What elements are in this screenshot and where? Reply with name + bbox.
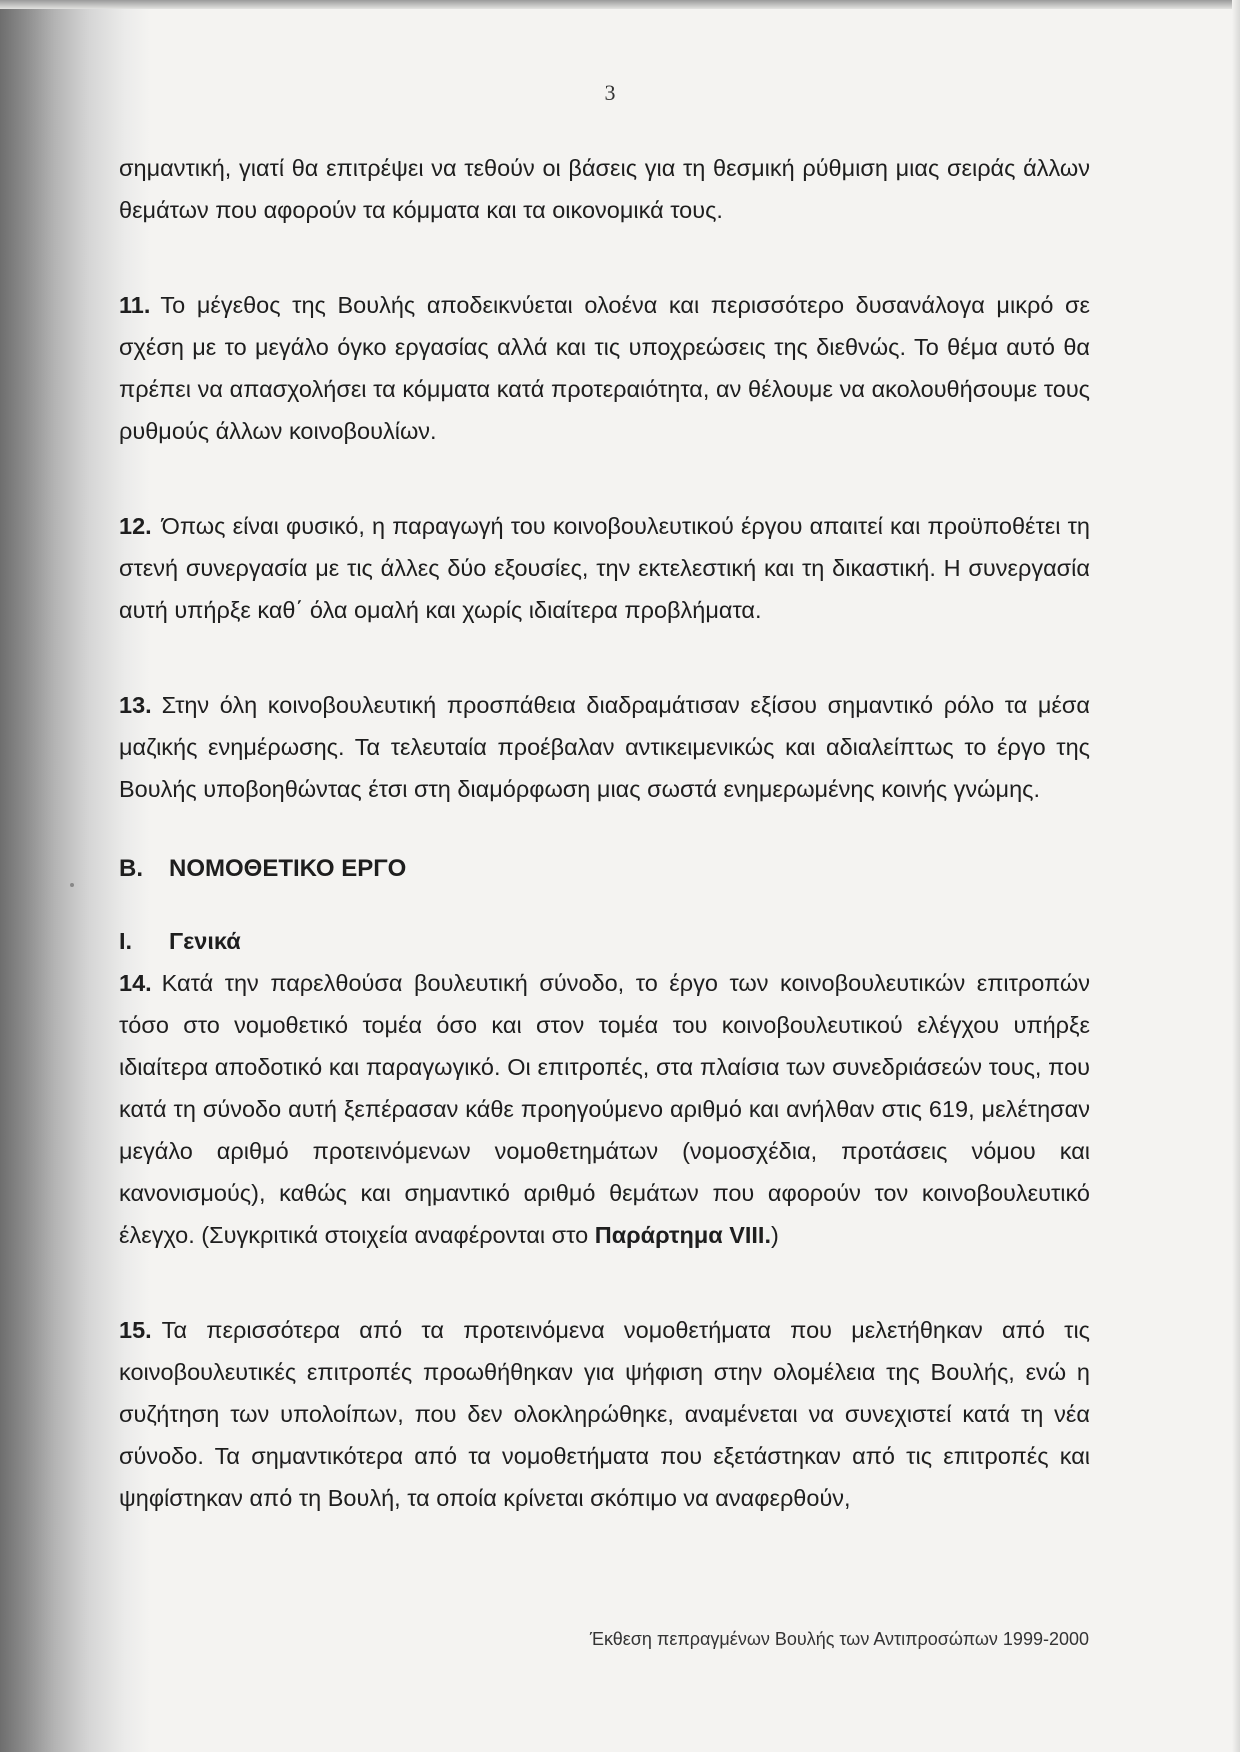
paragraph-14 bbox=[119, 962, 1090, 1256]
subsection-heading bbox=[119, 920, 1090, 962]
subsection-title: Γενικά bbox=[169, 928, 241, 954]
scan-speck bbox=[70, 883, 74, 887]
paragraph-text: Το μέγεθος της Βουλής αποδεικνύεται ολοένα και περισσότερο δυσανάλογα μικρό σε σχέση με το μεγάλο όγκο εργασίας αλλά και τις υποχρεώσεις της διεθνώς. Το θέμα αυτό θα πρέπει να απασχολήσει τα κόμματα κατά προτεραιότητα, αν θέλουμε να ακολουθήσουμε τους ρυθμούς άλλων κοινοβουλίων. bbox=[119, 292, 1090, 444]
appendix-reference: Παράρτημα VIII. bbox=[594, 1222, 771, 1248]
paragraph-text: σημαντική, γιατί θα επιτρέψει να τεθούν οι βάσεις για τη θεσμική ρύθμιση μιας σειράς άλλων θεμάτων που αφορούν τα κόμματα και τα οικονομικά τους. bbox=[119, 155, 1090, 223]
page-number: 3 bbox=[604, 80, 616, 105]
paragraph-12 bbox=[119, 505, 1090, 631]
document-body bbox=[119, 147, 1090, 1519]
subsection-letter: Ι. bbox=[119, 928, 133, 954]
paragraph-continued bbox=[119, 147, 1090, 231]
paragraph-text: Στην όλη κοινοβουλευτική προσπάθεια διαδραμάτισαν εξίσου σημαντικό ρόλο τα μέσα μαζικής ενημέρωσης. Τα τελευταία προέβαλαν αντικειμενικώς και αδιαλείπτως το έργο της Βουλής υποβοηθώντας έτσι στη διαμόρφωση μιας σωστά ενημερωμένης κοινής γνώμης. bbox=[119, 692, 1090, 802]
page-footer: Έκθεση πεπραγμένων Βουλής των Αντιπροσώπων 1999-2000 bbox=[589, 1629, 1089, 1649]
paragraph-text: Τα περισσότερα από τα προτεινόμενα νομοθετήματα που μελετήθηκαν από τις κοινοβουλευτικές επιτροπές προωθήθηκαν για ψήφιση στην ολομέλεια της Βουλής, ενώ η συζήτηση των υπολοίπων, που δεν ολοκληρώθηκε, αναμένεται να συνεχιστεί κατά τη νέα σύνοδο. Τα σημαντικότερα από τα νομοθετήματα που εξετάστηκαν από τις επιτροπές και ψηφίστηκαν από τη Βουλή, τα οποία κρίνεται σκόπιμο να αναφερθούν, bbox=[119, 1317, 1090, 1511]
section-letter: Β. bbox=[119, 855, 143, 882]
section-heading bbox=[119, 848, 1090, 890]
section-title: ΝΟΜΟΘΕΤΙΚΟ ΕΡΓΟ bbox=[169, 855, 407, 882]
paragraph-number: 15. bbox=[119, 1317, 152, 1343]
page-right-edge bbox=[1232, 0, 1240, 1752]
page-top-edge bbox=[0, 0, 1240, 9]
paragraph-13 bbox=[119, 684, 1090, 810]
paragraph-11 bbox=[119, 284, 1090, 452]
paragraph-15 bbox=[119, 1309, 1090, 1519]
paragraph-text: Κατά την παρελθούσα βουλευτική σύνοδο, το έργο των κοινοβουλευτικών επιτροπών τόσο στο νομοθετικό τομέα όσο και στον τομέα του κοινοβουλευτικού ελέγχου υπήρξε ιδιαίτερα αποδοτικό και παραγωγικό. Οι επιτροπές, στα πλαίσια των συνεδριάσεών τους, που κατά τη σύνοδο αυτή ξεπέρασαν κάθε προηγούμενο αριθμό και ανήλθαν στις 619, μελέτησαν μεγάλο αριθμό προτεινόμενων νομοθετημάτων (νομοσχέδια, προτάσεις νόμου και κανονισμούς), καθώς και σημαντικό αριθμό θεμάτων που αφορούν τον κοινοβουλευτικό έλεγχο. (Συγκριτικά στοιχεία αναφέρονται στο bbox=[119, 970, 1090, 1248]
paragraph-number: 12. bbox=[119, 513, 152, 539]
paragraph-text: Όπως είναι φυσικό, η παραγωγή του κοινοβουλευτικού έργου απαιτεί και προϋποθέτει τη στενή συνεργασία με τις άλλες δύο εξουσίες, την εκτελεστική και τη δικαστική. Η συνεργασία αυτή υπήρξε καθ΄ όλα ομαλή και χωρίς ιδιαίτερα προβλήματα. bbox=[119, 513, 1090, 623]
paragraph-number: 14. bbox=[119, 970, 152, 996]
paragraph-tail: ) bbox=[771, 1222, 779, 1248]
paragraph-number: 11. bbox=[119, 292, 151, 318]
paragraph-number: 13. bbox=[119, 692, 152, 718]
